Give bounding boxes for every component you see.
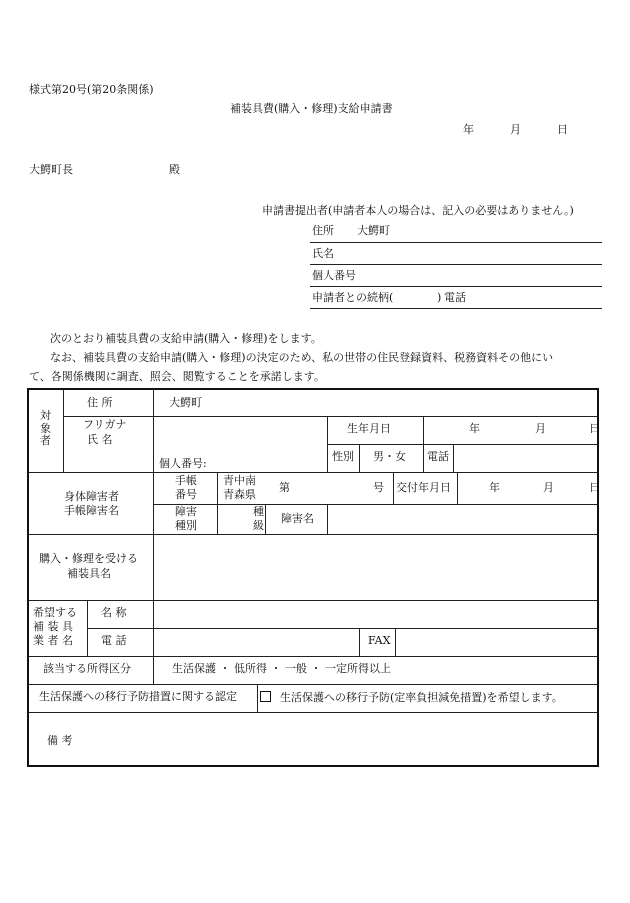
transition-checkbox[interactable]: [260, 691, 271, 702]
issue-month-label: 月: [543, 481, 554, 494]
disability-name-label: 障害名: [281, 512, 314, 525]
name-label: 氏 名: [87, 433, 113, 446]
personal-number-label: 個人番号:: [159, 457, 207, 470]
transition-measure-label: 生活保護への移行予防措置に関する認定: [39, 690, 237, 703]
furigana-label: フリガナ: [83, 418, 127, 431]
birth-date-label: 生年月日: [347, 422, 391, 435]
applicant-personal-number-label: 個人番号: [312, 269, 356, 282]
applicant-relation-label: 申請者との続柄(: [312, 291, 394, 304]
number-prefix: 第: [279, 481, 290, 494]
form-title: 補装具費(購入・修理)支給申請書: [230, 102, 393, 115]
disability-book-label-line-1: 身体障害者: [64, 490, 119, 503]
underline: [310, 286, 602, 287]
grade-label-2: 級: [253, 519, 264, 532]
vendor-name-label: 名 称: [101, 606, 127, 619]
vendor-phone-label: 電 話: [101, 634, 127, 647]
device-label-line-2: 補装具名: [67, 567, 111, 580]
book-label-2: 番号: [175, 488, 197, 501]
issue-day-label: 日: [589, 481, 600, 494]
applicant-address-value: 大鰐町: [357, 224, 390, 237]
underline: [310, 264, 602, 265]
address-label: 住 所: [87, 396, 113, 409]
honorific: 殿: [169, 163, 180, 176]
consent-line-2: なお、補装具費の支給申請(購入・修理)の決定のため、私の世帯の住民登録資料、税務資料その他にい: [50, 351, 554, 364]
number-suffix: 号: [373, 481, 384, 494]
transition-checkbox-row[interactable]: [260, 691, 563, 705]
subject-label: 対 象 者: [40, 409, 51, 448]
disability-type-label-2: 種別: [175, 519, 197, 532]
date-day-label: 日: [557, 123, 568, 136]
birth-year-label: 年: [469, 422, 480, 435]
vendor-label-line-1: 希望する: [33, 606, 77, 619]
date-month-label: 月: [510, 123, 521, 136]
consent-line-3: て、各関係機関に調査、照会、閲覧することを承諾します。: [29, 370, 325, 383]
vendor-label-line-3: 業 者 名: [33, 634, 73, 647]
application-table: [27, 388, 599, 767]
transition-option-text: 生活保護への移行予防(定率負担減免措置)を希望します。: [280, 691, 563, 704]
disability-type-label-1: 障害: [175, 505, 197, 518]
issuer-1: 青中南: [223, 474, 256, 487]
issue-date-label: 交付年月日: [396, 481, 451, 494]
birth-day-label: 日: [589, 422, 600, 435]
applicant-relation-close: ): [437, 291, 442, 304]
income-category-options: 生活保護 ・ 低所得 ・ 一般 ・ 一定所得以上: [172, 662, 391, 675]
applicant-address-label: 住所: [312, 224, 334, 237]
book-label-1: 手帳: [175, 474, 197, 487]
birth-month-label: 月: [535, 422, 546, 435]
applicant-phone-label: 電話: [444, 291, 466, 304]
consent-line-1: 次のとおり補装具費の支給申請(購入・修理)をします。: [50, 332, 322, 345]
underline: [310, 308, 602, 309]
device-label-line-1: 購入・修理を受ける: [39, 552, 138, 565]
form-number: 様式第20号(第20条関係): [29, 83, 154, 96]
addressee: 大鰐町長: [29, 163, 73, 176]
applicant-name-label: 氏名: [312, 247, 334, 260]
underline: [310, 242, 602, 243]
remarks-label: 備 考: [47, 734, 73, 747]
grade-label-1: 種: [253, 505, 264, 518]
gender-options: 男・女: [373, 450, 406, 463]
fax-label: FAX: [368, 634, 391, 647]
phone-label: 電話: [427, 450, 449, 463]
vendor-label-line-2: 補 装 具: [33, 620, 73, 633]
disability-book-label-line-2: 手帳障害名: [64, 504, 119, 517]
issue-year-label: 年: [489, 481, 500, 494]
issuer-2: 青森県: [223, 488, 256, 501]
address-value: 大鰐町: [169, 396, 202, 409]
applicant-heading: 申請書提出者(申請者本人の場合は、記入の必要はありません。): [262, 204, 574, 217]
gender-label: 性別: [332, 450, 354, 463]
income-category-label: 該当する所得区分: [43, 662, 131, 675]
date-year-label: 年: [463, 123, 474, 136]
